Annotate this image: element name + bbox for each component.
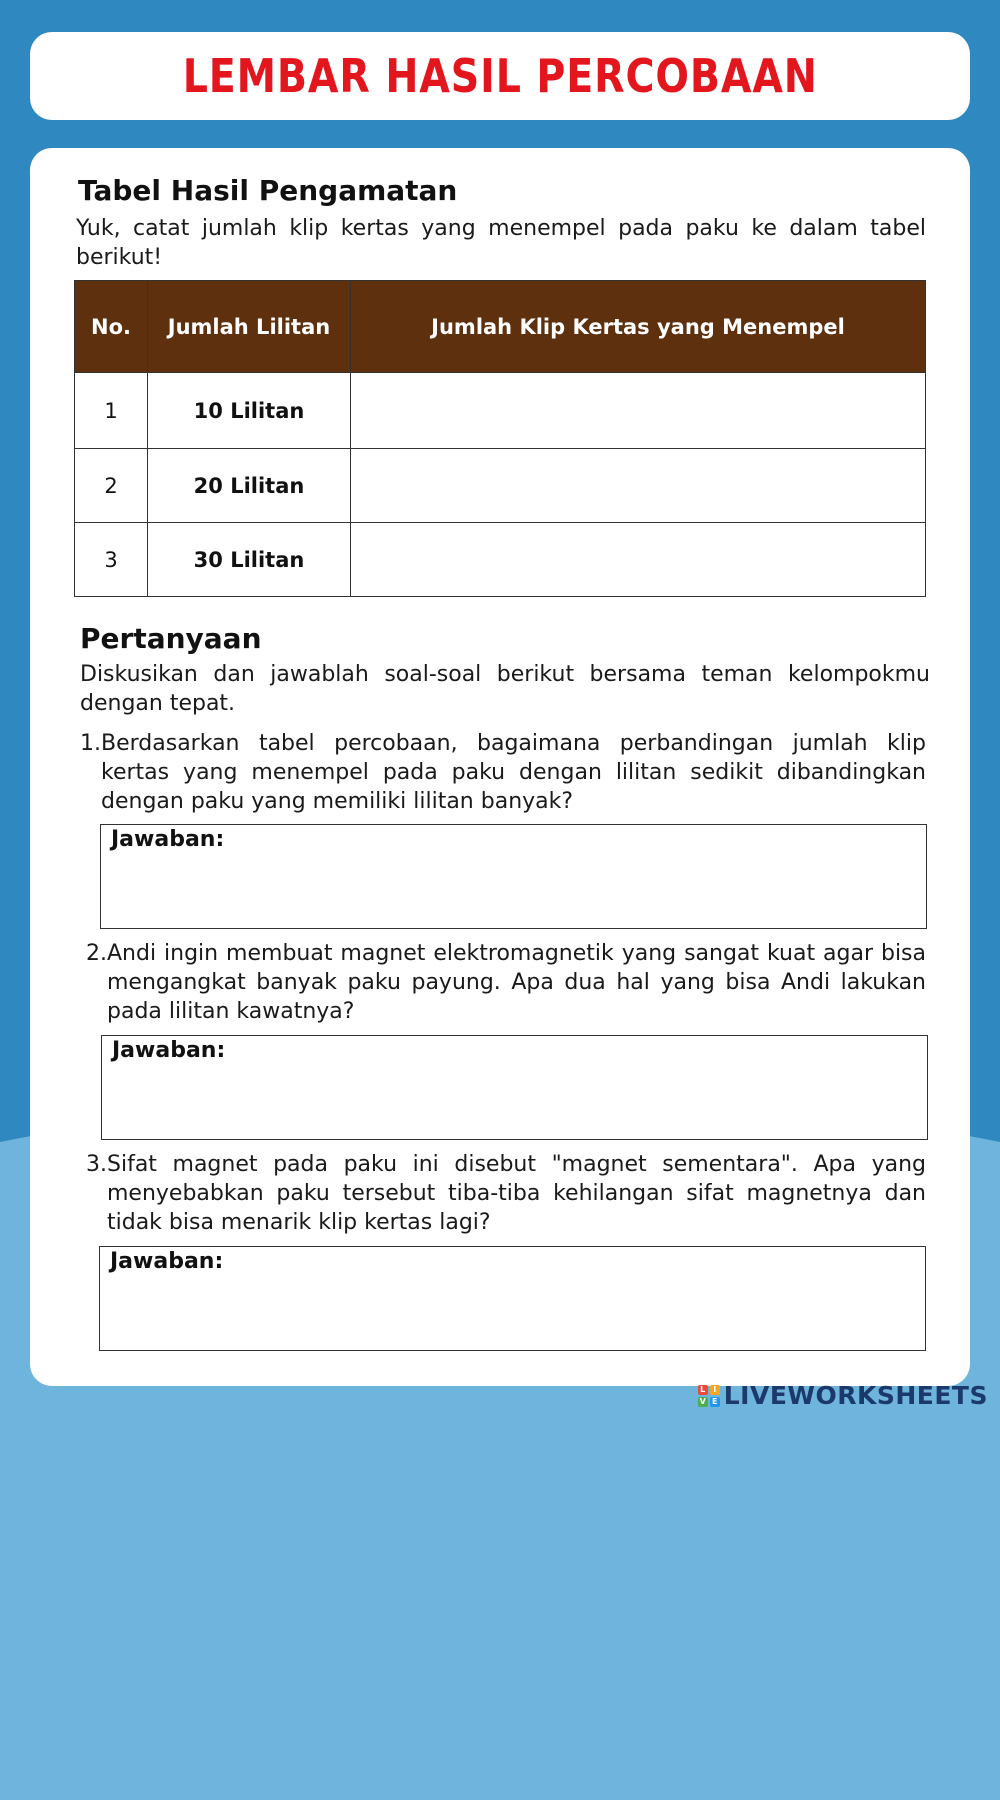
- answer-input-2[interactable]: [110, 1068, 919, 1133]
- title-banner: [30, 32, 970, 120]
- table-header-row: [75, 281, 926, 373]
- row-lilitan: 20 Lilitan: [148, 449, 351, 523]
- row-lilitan: 30 Lilitan: [148, 523, 351, 597]
- question-text: Andi ingin membuat magnet elektromagnetik yang sangat kuat agar bisa mengangkat banyak paku payung. Apa dua hal yang bisa Andi lakukan pada lilitan kawatnya?: [107, 941, 926, 1024]
- row-lilitan: 10 Lilitan: [148, 373, 351, 449]
- questions-instruction: Diskusikan dan jawablah soal-soal berikut bersama teman kelompokmu dengan tepat.: [80, 662, 930, 716]
- questions-section-title: Pertanyaan: [80, 622, 262, 655]
- table-row: [75, 523, 926, 597]
- column-header-lilitan: Jumlah Lilitan: [148, 281, 351, 373]
- logo-letter: L: [698, 1385, 708, 1395]
- column-header-klip: Jumlah Klip Kertas yang Menempel: [351, 281, 926, 373]
- klip-count-cell[interactable]: [351, 373, 926, 449]
- question-1: [80, 729, 926, 816]
- row-number: 2: [75, 449, 148, 523]
- column-header-no: No.: [75, 281, 148, 373]
- question-text: Sifat magnet pada paku ini disebut "magnet sementara". Apa yang menyebabkan paku tersebut tiba-tiba kehilangan sifat magnetnya dan tidak bisa menarik klip kertas lagi?: [107, 1152, 926, 1235]
- answer-box-3: [99, 1246, 926, 1351]
- row-number: 3: [75, 523, 148, 597]
- question-3: [86, 1150, 926, 1237]
- liveworksheets-logo[interactable]: [698, 1381, 988, 1410]
- answer-label: Jawaban:: [111, 827, 225, 852]
- answer-box-2: [101, 1035, 928, 1140]
- question-text: Berdasarkan tabel percobaan, bagaimana perbandingan jumlah klip kertas yang menempel pada paku dengan lilitan sedikit dibandingkan dengan paku yang memiliki lilitan banyak?: [101, 731, 926, 814]
- answer-input-3[interactable]: [108, 1279, 917, 1344]
- question-number: 1.: [80, 731, 101, 756]
- answer-label: Jawaban:: [112, 1038, 226, 1063]
- page-title: LEMBAR HASIL PERCOBAAN: [182, 49, 818, 103]
- logo-letter: V: [699, 1396, 706, 1406]
- question-2: [86, 939, 926, 1026]
- klip-count-cell[interactable]: [351, 523, 926, 597]
- observation-table: [74, 280, 926, 597]
- klip-count-cell[interactable]: [351, 449, 926, 523]
- row-number: 1: [75, 373, 148, 449]
- table-row: [75, 373, 926, 449]
- answer-box-1: [100, 824, 927, 929]
- logo-letter: I: [710, 1385, 720, 1395]
- worksheet-card: [30, 148, 970, 1386]
- answer-label: Jawaban:: [110, 1249, 224, 1274]
- question-number: 2.: [86, 941, 107, 966]
- logo-icon: [698, 1385, 720, 1407]
- question-number: 3.: [86, 1152, 107, 1177]
- observation-section-title: Tabel Hasil Pengamatan: [78, 174, 458, 207]
- logo-letter: E: [710, 1397, 720, 1407]
- answer-input-1[interactable]: [109, 857, 918, 922]
- observation-instruction: Yuk, catat jumlah klip kertas yang menempel pada paku ke dalam tabel berikut!: [76, 216, 926, 270]
- table-row: [75, 449, 926, 523]
- brand-name: LIVEWORKSHEETS: [723, 1381, 988, 1410]
